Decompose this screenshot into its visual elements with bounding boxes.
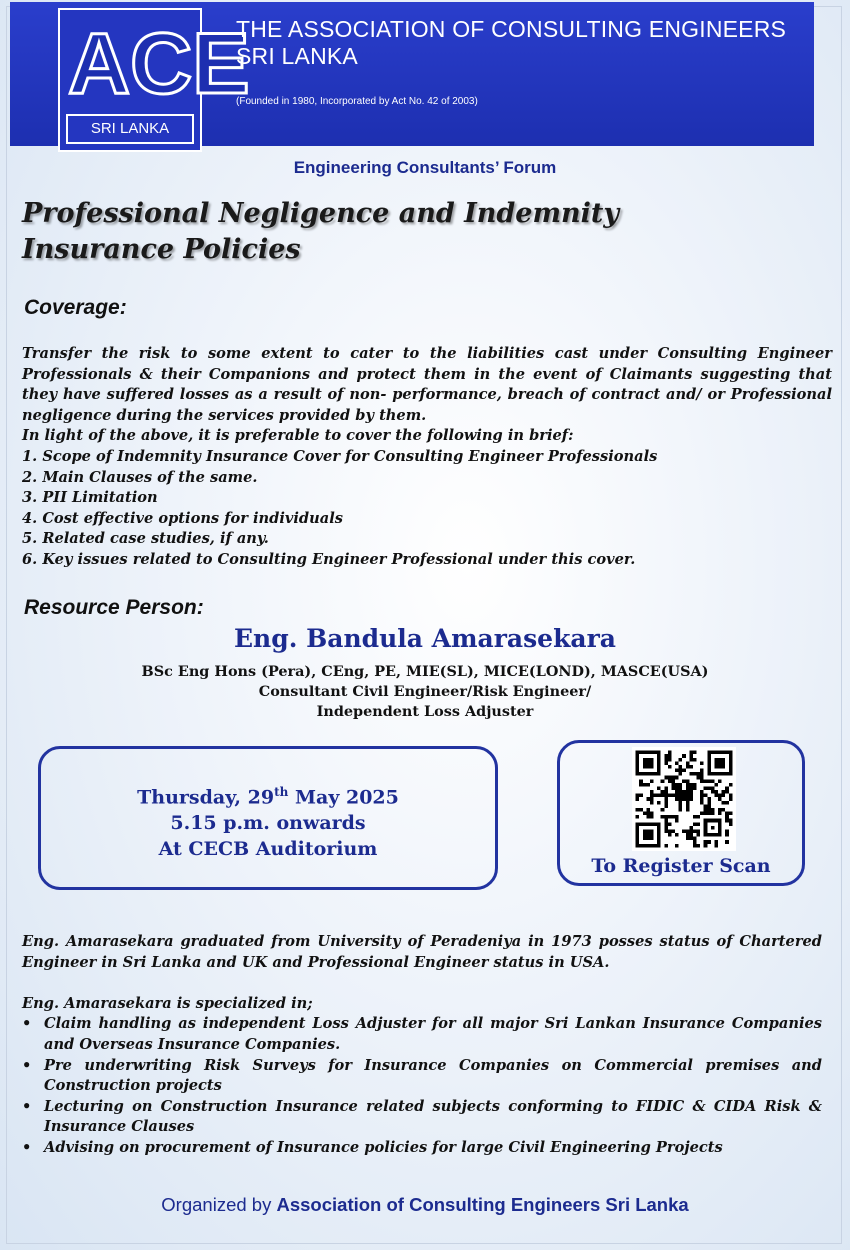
founded-note: (Founded in 1980, Incorporated by Act No. 42 of 2003) [236,96,478,107]
bullet-icon: • [22,1015,32,1033]
organizer-footer [0,1194,850,1216]
coverage-item: 4. Cost effective options for individuals [22,509,343,527]
footer-prefix: Organized by [161,1194,277,1215]
coverage-item: 3. PII Limitation [22,489,158,507]
logo-letter-e: E [192,16,250,112]
specialization-item [22,1014,822,1055]
forum-name: Engineering Consultants’ Forum [293,158,557,177]
event-time: 5.15 p.m. onwards [170,812,366,835]
speaker-role-1: Consultant Civil Engineer/Risk Engineer/ [258,683,592,700]
specialization-text: Claim handling as independent Loss Adjuster for all major Sri Lankan Insurance Companies and Overseas Insurance Companies. [44,1015,822,1053]
event-month-year: May 2025 [288,786,399,809]
coverage-item: 6. Key issues related to Consulting Engineer Professional under this cover. [22,550,636,568]
event-venue: At CECB Auditorium [158,838,378,861]
logo-letters [68,16,250,112]
org-name-line2: SRI LANKA [236,43,358,69]
coverage-item: 5. Related case studies, if any. [22,530,269,548]
speaker-role-2: Independent Loss Adjuster [316,703,534,720]
biography-section [22,932,822,1159]
organization-name [236,16,786,70]
speaker-qualifications: BSc Eng Hons (Pera), CEng, PE, MIE(SL), MICE(LOND), MASCE(USA) [141,663,709,680]
speaker-name: Eng. Bandula Amarasekara [234,624,616,653]
specialization-item [22,1056,822,1097]
coverage-section [22,344,832,571]
coverage-paragraph: Transfer the risk to some extent to cater to the liabilities cast under Consulting Engineer Professionals & their Companions and protect them in the event of Claimants suggesting that they have suffered losses as a result of non- performance, breach of contract and/ or Professional negligence during the services provided by them. [22,345,832,424]
bullet-icon: • [22,1056,32,1074]
bullet-icon: • [22,1097,32,1115]
coverage-intro: In light of the above, it is preferable to cover the following in brief: [22,427,574,445]
specialization-list [22,1014,822,1158]
bio-intro: Eng. Amarasekara is specialized in; [22,994,313,1012]
coverage-heading: Coverage: [24,296,127,319]
title-line2: Insurance Policies [22,234,301,265]
logo-letter-c: C [130,16,193,112]
logo-letter-a: A [68,16,131,112]
event-details-box [38,746,498,890]
specialization-item [22,1138,822,1159]
coverage-item: 2. Main Clauses of the same. [22,468,258,486]
coverage-list [22,447,832,571]
bio-paragraph: Eng. Amarasekara graduated from University of Peradeniya in 1973 posses status of Chartered Engineer in Sri Lanka and UK and Professional Engineer status in USA. [22,933,822,971]
specialization-text: Pre underwriting Risk Surveys for Insurance Companies on Commercial premises and Construction projects [44,1056,822,1095]
event-day-suffix: th [274,785,289,799]
event-date [41,779,495,810]
event-day: Thursday, 29 [137,786,275,809]
speaker-credentials [0,662,850,722]
title-line1: Professional Negligence and Indemnity [22,198,620,229]
page-title [22,196,822,268]
resource-heading: Resource Person: [24,596,204,619]
logo-subtitle: SRI LANKA [66,114,194,144]
register-label: To Register Scan [591,855,771,877]
ace-logo [58,8,250,152]
specialization-item [22,1097,822,1138]
org-name-line1: THE ASSOCIATION OF CONSULTING ENGINEERS [236,16,787,42]
bullet-icon: • [22,1138,32,1156]
coverage-item: 1. Scope of Indemnity Insurance Cover for Consulting Engineer Professionals [22,447,658,465]
qr-code-icon[interactable] [632,747,736,851]
register-box[interactable] [557,740,805,886]
footer-org: Association of Consulting Engineers Sri Lanka [276,1194,689,1215]
specialization-text: Lecturing on Construction Insurance related subjects conforming to FIDIC & CIDA Risk & Insurance Clauses [44,1097,822,1136]
specialization-text: Advising on procurement of Insurance policies for large Civil Engineering Projects [44,1138,723,1156]
